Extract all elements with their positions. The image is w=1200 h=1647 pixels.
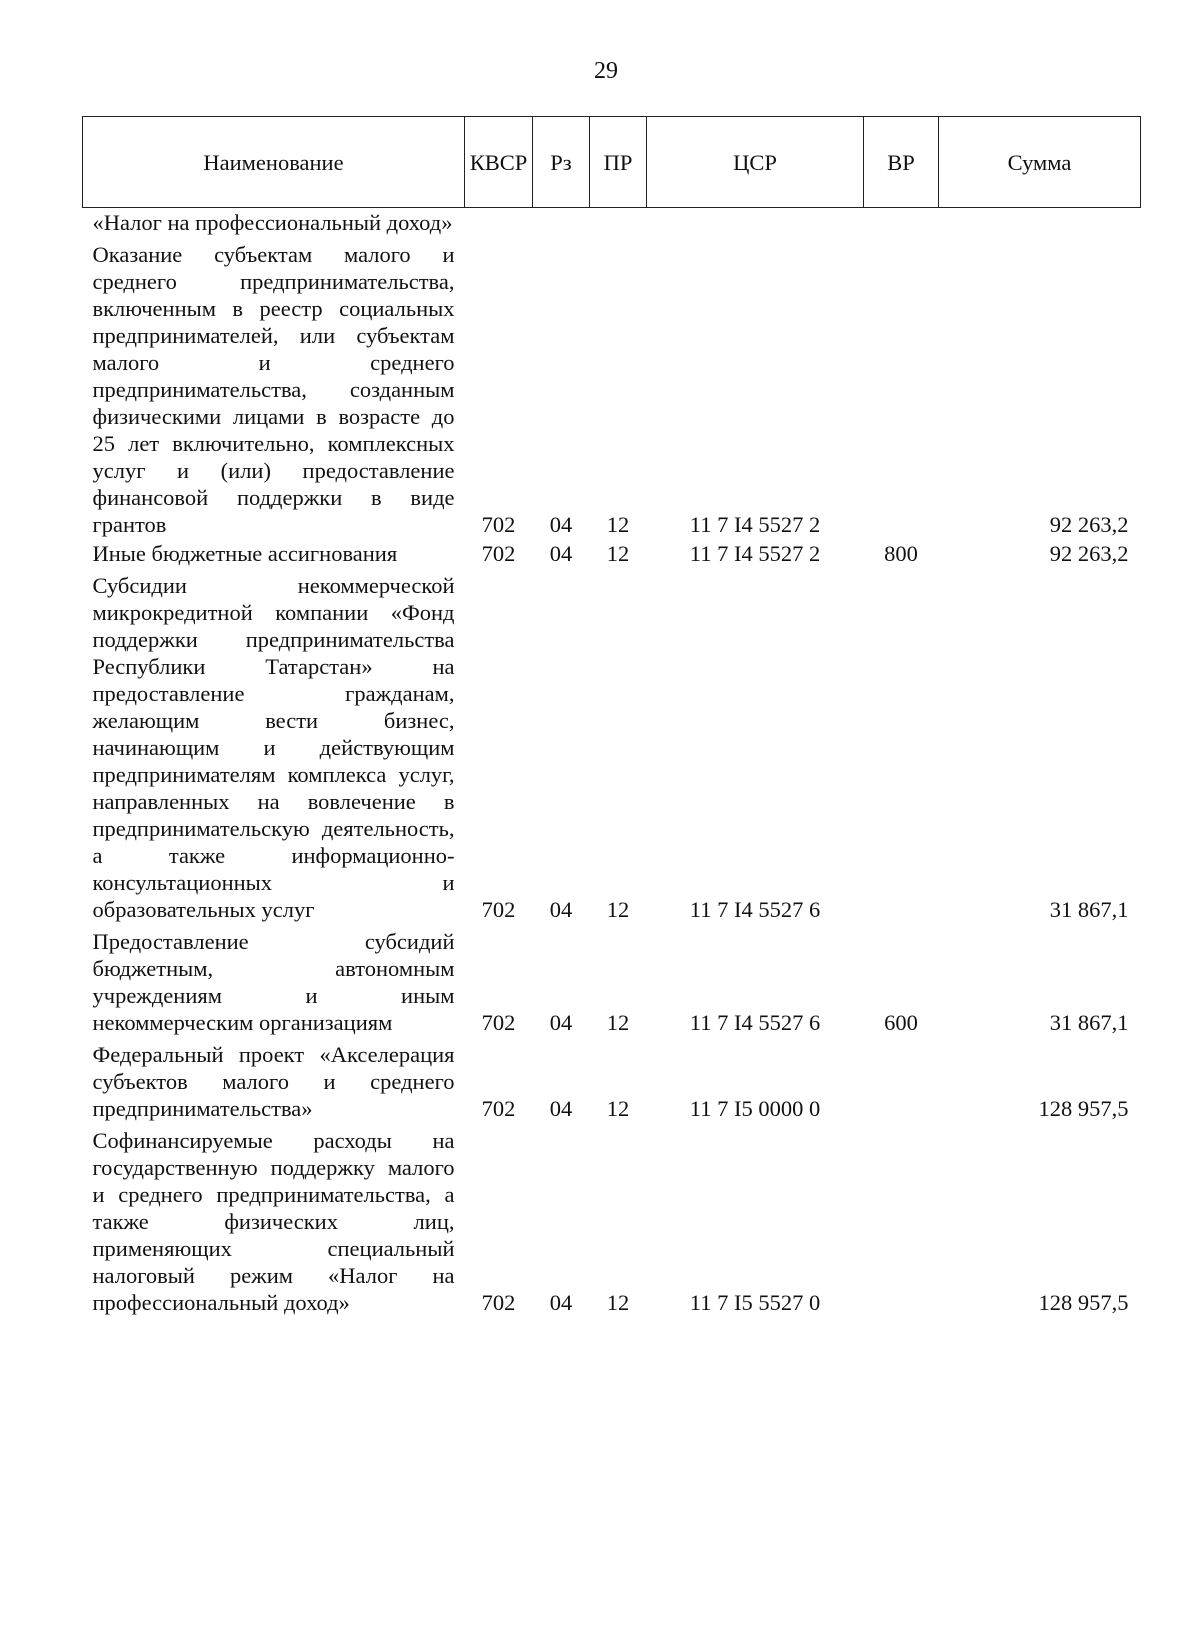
row-kvsr: 702 xyxy=(481,1096,516,1121)
row-name: Софинансируемые расходы на государственную поддержку малого и среднего предпринимательства, а также физических лиц, применяющих специальный налоговый режим «Налог на профессиональный доход» xyxy=(92,1128,455,1315)
row-vr xyxy=(864,237,939,539)
column-header-kvsr: КВСР xyxy=(465,117,533,208)
row-pr: 12 xyxy=(606,1290,630,1315)
row-csr: 11 7 I5 0000 0 xyxy=(689,1096,821,1121)
row-name: Оказание субъектам малого и среднего предпринимательства, включенным в реестр социальных предпринимателей, или субъектам малого и среднего предпринимательства, созданным физическими лицами в возрасте до 25 лет включительно, комплексных услуг и (или) предоставление финансовой поддержки в виде грантов xyxy=(92,242,455,537)
row-vr: 600 xyxy=(884,1010,918,1035)
table-row xyxy=(83,237,1141,539)
row-rz: 04 xyxy=(549,1010,573,1035)
row-rz: 04 xyxy=(549,1290,573,1315)
table-row xyxy=(83,1037,1141,1123)
row-pr: 12 xyxy=(606,541,630,566)
row-vr xyxy=(864,568,939,924)
row-kvsr: 702 xyxy=(481,1290,516,1315)
budget-table xyxy=(82,116,1141,1317)
row-pr: 12 xyxy=(606,897,630,922)
row-sum: 128 957,5 xyxy=(1038,1290,1129,1315)
column-header-pr: ПР xyxy=(590,117,647,208)
row-kvsr: 702 xyxy=(481,541,516,566)
table-row xyxy=(83,924,1141,1037)
column-header-rz: Рз xyxy=(533,117,590,208)
row-pr xyxy=(590,208,647,238)
row-pr: 12 xyxy=(606,512,630,537)
row-csr: 11 7 I4 5527 6 xyxy=(689,897,821,922)
row-vr xyxy=(864,1037,939,1123)
row-sum: 128 957,5 xyxy=(1038,1096,1129,1121)
row-vr: 800 xyxy=(884,541,918,566)
row-pr: 12 xyxy=(606,1010,630,1035)
column-header-vr: ВР xyxy=(864,117,939,208)
row-sum: 92 263,2 xyxy=(1049,541,1129,566)
table-header-row xyxy=(83,117,1141,208)
row-pr: 12 xyxy=(606,1096,630,1121)
column-header-sum: Сумма xyxy=(939,117,1141,208)
row-rz: 04 xyxy=(549,541,573,566)
row-csr: 11 7 I5 5527 0 xyxy=(689,1290,821,1315)
table-row xyxy=(83,1123,1141,1317)
row-vr xyxy=(864,1123,939,1317)
table-row xyxy=(83,568,1141,924)
row-name: «Налог на профессиональный доход» xyxy=(92,210,453,235)
row-csr: 11 7 I4 5527 2 xyxy=(689,541,821,566)
row-csr xyxy=(647,208,864,238)
row-sum xyxy=(939,208,1141,238)
row-csr: 11 7 I4 5527 2 xyxy=(689,512,821,537)
row-name: Субсидии некоммерческой микрокредитной компании «Фонд поддержки предпринимательства Республики Татарстан» на предоставление гражданам, желающим вести бизнес, начинающим и действующим предпринимателям комплекса услуг, направленных на вовлечение в предпринимательскую деятельность, а также информационно-консультационных и образовательных услуг xyxy=(92,573,455,922)
table-row xyxy=(83,208,1141,238)
row-sum: 31 867,1 xyxy=(1049,1010,1129,1035)
page-number: 29 xyxy=(594,58,618,84)
column-header-name: Наименование xyxy=(83,117,465,208)
row-rz: 04 xyxy=(549,512,573,537)
row-rz: 04 xyxy=(549,897,573,922)
row-name: Федеральный проект «Акселерация субъектов малого и среднего предпринимательства» xyxy=(92,1042,455,1121)
row-rz xyxy=(533,208,590,238)
row-sum: 31 867,1 xyxy=(1049,897,1129,922)
row-kvsr: 702 xyxy=(481,512,516,537)
row-kvsr xyxy=(465,208,533,238)
column-header-csr: ЦСР xyxy=(647,117,864,208)
row-sum: 92 263,2 xyxy=(1049,512,1129,537)
row-kvsr: 702 xyxy=(481,897,516,922)
table-row xyxy=(83,539,1141,568)
row-kvsr: 702 xyxy=(481,1010,516,1035)
row-vr xyxy=(864,208,939,238)
row-rz: 04 xyxy=(549,1096,573,1121)
row-csr: 11 7 I4 5527 6 xyxy=(689,1010,821,1035)
row-name: Предоставление субсидий бюджетным, автономным учреждениям и иным некоммерческим организациям xyxy=(92,929,455,1035)
row-name: Иные бюджетные ассигнования xyxy=(92,541,398,566)
